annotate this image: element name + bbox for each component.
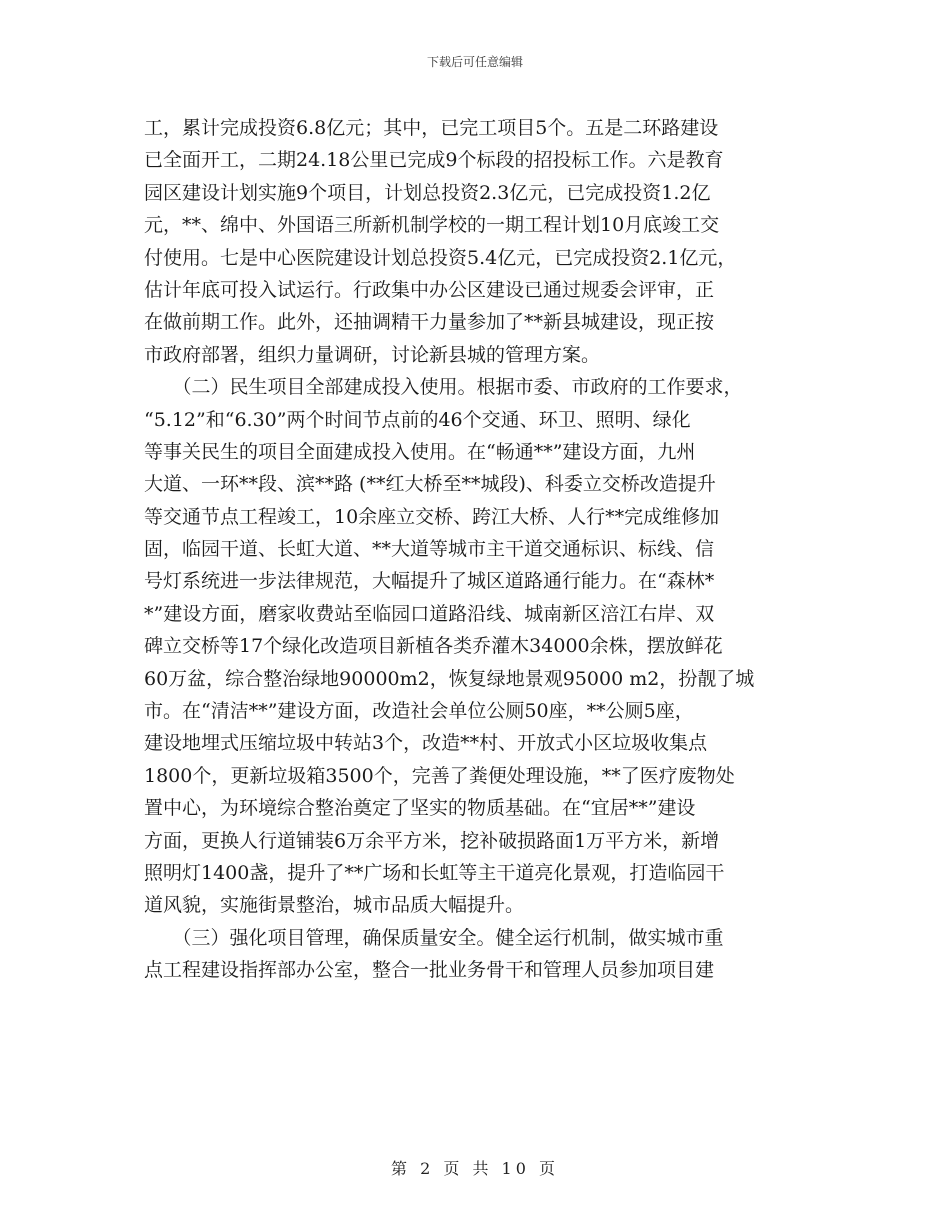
text-line: 号灯系统进一步法律规范，大幅提升了城区道路通行能力。在“森林* bbox=[144, 570, 715, 593]
text-line: 60万盆，综合整治绿地90000m2，恢复绿地景观95000 m2，扮靓了城 bbox=[144, 667, 755, 690]
text-line: “5.12”和“6.30”两个时间节点前的46个交通、环卫、照明、绿化 bbox=[144, 408, 691, 431]
page-header: 下载后可任意编辑 bbox=[426, 55, 523, 69]
text-line: 市。在“清洁**”建设方面，改造社会单位公厕50座，**公厕5座， bbox=[144, 700, 694, 723]
text-line: 园区建设计划实施9个项目，计划总投资2.3亿元，已完成投资1.2亿 bbox=[144, 181, 711, 204]
text-line: 点工程建设指挥部办公室，整合一批业务骨干和管理人员参加项目建 bbox=[144, 959, 715, 982]
text-line: 照明灯1400盏，提升了**广场和长虹等主干道亮化景观，打造临园干 bbox=[144, 861, 725, 884]
text-line: 已全面开工，二期24.18公里已完成9个标段的招投标工作。六是教育 bbox=[144, 149, 724, 172]
text-line: 固，临园干道、长虹大道、**大道等城市主干道交通标识、标线、信 bbox=[144, 538, 715, 561]
text-line: 在做前期工作。此外，还抽调精干力量参加了**新县城建设，现正按 bbox=[144, 311, 715, 334]
text-line: 1800个，更新垃圾箱3500个，完善了粪便处理设施，**了医疗废物处 bbox=[144, 764, 735, 787]
document-body bbox=[144, 112, 844, 987]
text-line: 等交通节点工程竣工，10余座立交桥、跨江大桥、人行**完成维修加 bbox=[144, 505, 720, 528]
text-line: 估计年底可投入试运行。行政集中办公区建设已通过规委会评审，正 bbox=[144, 278, 715, 301]
text-line: 大道、一环**段、滨**路 (**红大桥至**城段)、科委立交桥改造提升 bbox=[144, 473, 716, 496]
text-line: （二）民生项目全部建成投入使用。根据市委、市政府的工作要求， bbox=[144, 376, 743, 399]
text-line: *”建设方面，磨家收费站至临园口道路沿线、城南新区涪江右岸、双 bbox=[144, 602, 715, 625]
text-line: 元，**、绵中、外国语三所新机制学校的一期工程计划10月底竣工交 bbox=[144, 214, 720, 237]
text-line: 碑立交桥等17个绿化改造项目新植各类乔灌木34000余株，摆放鲜花 bbox=[144, 635, 723, 658]
text-line: 市政府部署，组织力量调研，讨论新县城的管理方案。 bbox=[144, 343, 601, 366]
text-line: 付使用。七是中心医院建设计划总投资5.4亿元，已完成投资2.1亿元， bbox=[144, 246, 737, 269]
text-line: 等事关民生的项目全面建成投入使用。在“畅通**”建设方面，九州 bbox=[144, 440, 696, 463]
text-line: 建设地埋式压缩垃圾中转站3个，改造**村、开放式小区垃圾收集点 bbox=[144, 732, 708, 755]
text-line: （三）强化项目管理，确保质量安全。健全运行机制，做实城市重 bbox=[144, 926, 724, 949]
text-line: 置中心，为环境综合整治奠定了坚实的物质基础。在“宜居**”建设 bbox=[144, 797, 696, 820]
page-footer: 第 2 页 共 10 页 bbox=[391, 1159, 559, 1178]
text-line: 方面，更换人行道铺装6万余平方米，挖补破损路面1万平方米，新增 bbox=[144, 829, 720, 852]
text-line: 工，累计完成投资6.8亿元；其中，已完工项目5个。五是二环路建设 bbox=[144, 117, 719, 139]
text-line: 道风貌，实施街景整治，城市品质大幅提升。 bbox=[144, 894, 525, 917]
